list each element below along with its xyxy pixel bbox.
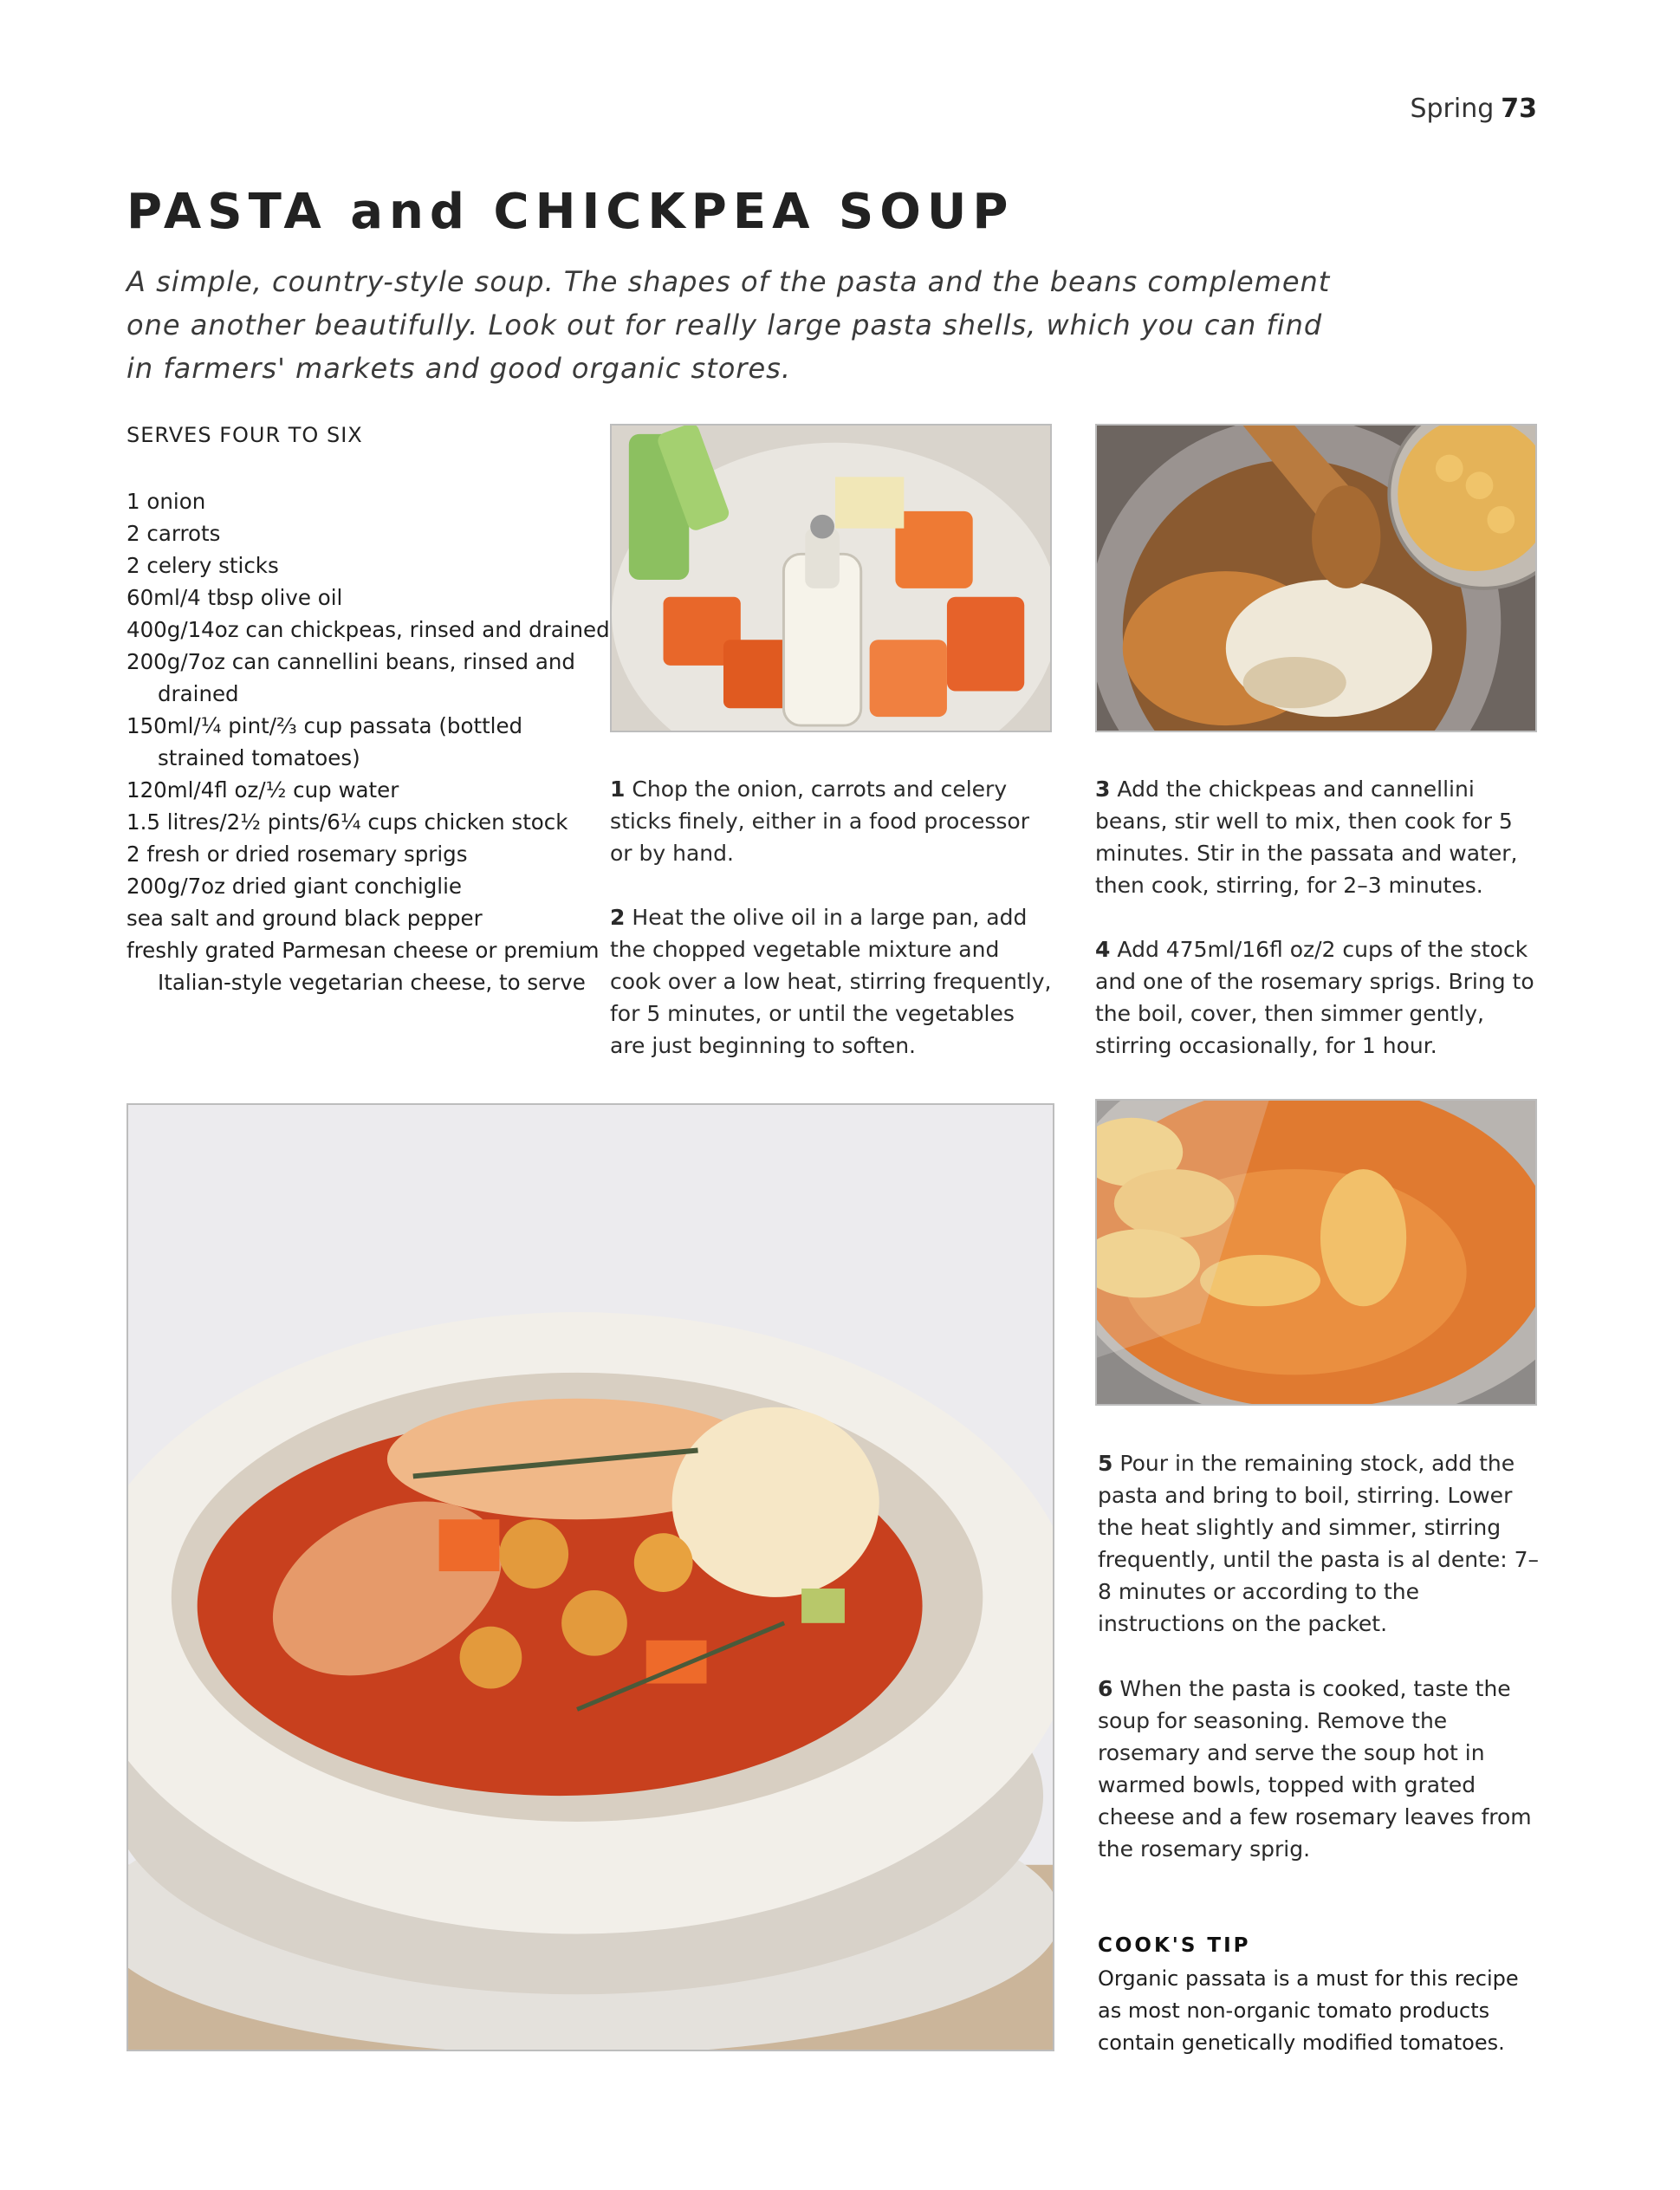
food-processor-illustration	[612, 426, 1050, 731]
photo-chopped-vegetables	[610, 424, 1052, 732]
step-text: Pour in the remaining stock, add the pasta and bring to boil, stirring. Lower the heat slightly and simmer, stirring frequently, until the pasta is al dente: 7–8 minutes or according to the instructions on the packet.	[1098, 1451, 1540, 1636]
photo-finished-soup	[126, 1103, 1054, 2051]
step-4	[1095, 933, 1546, 1062]
step-text: When the pasta is cooked, taste the soup for seasoning. Remove the rosemary and serve the soup hot in warmed bowls, topped with grated cheese and a few rosemary leaves from the rosemary sprig.	[1098, 1676, 1532, 1862]
serves-label: SERVES FOUR TO SIX	[126, 423, 363, 447]
ingredient-item: 1.5 litres/2½ pints/6¼ cups chicken stock	[126, 809, 568, 835]
step-number: 6	[1098, 1676, 1113, 1701]
ingredient-item: 400g/14oz can chickpeas, rinsed and drained	[126, 617, 610, 642]
photo-beans-in-pan	[1095, 424, 1537, 732]
step-3	[1095, 773, 1537, 901]
ingredient-item: freshly grated Parmesan cheese or premium Italian-style vegetarian cheese, to serve	[126, 938, 600, 995]
step-text: Add the chickpeas and cannellini beans, stir well to mix, then cook for 5 minutes. Stir in the passata and water, then cook, stirring, for 2–3 minutes.	[1095, 777, 1518, 898]
step-2	[610, 901, 1052, 1062]
step-6	[1098, 1673, 1540, 1865]
pan-illustration	[1097, 426, 1535, 731]
ingredient-item: 2 carrots	[126, 521, 221, 546]
step-5	[1098, 1447, 1540, 1640]
ingredient-item: 200g/7oz can cannellini beans, rinsed and drained	[126, 649, 575, 706]
ingredient-item: 120ml/4fl oz/½ cup water	[126, 777, 399, 803]
step-number: 2	[610, 905, 626, 930]
step-text: Chop the onion, carrots and celery sticks finely, either in a food processor or by hand.	[610, 777, 1030, 866]
ingredient-item: 150ml/¼ pint/⅔ cup passata (bottled strained tomatoes)	[126, 713, 523, 770]
running-head	[1190, 94, 1537, 124]
soup-bowl-illustration	[128, 1105, 1053, 2050]
ingredient-item: 2 celery sticks	[126, 553, 279, 578]
step-number: 3	[1095, 777, 1111, 802]
step-text: Heat the olive oil in a large pan, add the chopped vegetable mixture and cook over a low heat, stirring frequently, for 5 minutes, or until the vegetables are just beginning to soften.	[610, 905, 1052, 1058]
ingredient-item: 1 onion	[126, 489, 206, 514]
ingredient-item: 2 fresh or dried rosemary sprigs	[126, 842, 468, 867]
ingredient-item: 60ml/4 tbsp olive oil	[126, 585, 343, 610]
pasta-pan-illustration	[1097, 1101, 1535, 1404]
ingredient-item: 200g/7oz dried giant conchiglie	[126, 874, 462, 899]
recipe-title: PASTA and CHICKPEA SOUP	[126, 184, 1015, 240]
step-number: 5	[1098, 1451, 1113, 1476]
cooks-tip-text: Organic passata is a must for this recipe as most non-organic tomato products contain genetically modified tomatoes.	[1098, 1966, 1519, 2055]
step-number: 4	[1095, 937, 1111, 962]
photo-adding-pasta	[1095, 1099, 1537, 1406]
ingredient-item: sea salt and ground black pepper	[126, 906, 483, 931]
section-name: Spring	[1410, 94, 1495, 124]
cooks-tip-heading: COOK'S TIP	[1098, 1934, 1251, 1957]
step-number: 1	[610, 777, 626, 802]
recipe-intro: A simple, country-style soup. The shapes of the pasta and the beans complement one another beautifully. Look out for really large pasta shells, which you can find in farmers' markets and good organic stores.	[126, 265, 1331, 385]
step-text: Add 475ml/16fl oz/2 cups of the stock and one of the rosemary sprigs. Bring to the boil, cover, then simmer gently, stirring occasionally, for 1 hour.	[1095, 937, 1534, 1058]
step-1	[610, 773, 1043, 869]
page-number: 73	[1501, 94, 1537, 124]
ingredient-list	[126, 485, 612, 998]
